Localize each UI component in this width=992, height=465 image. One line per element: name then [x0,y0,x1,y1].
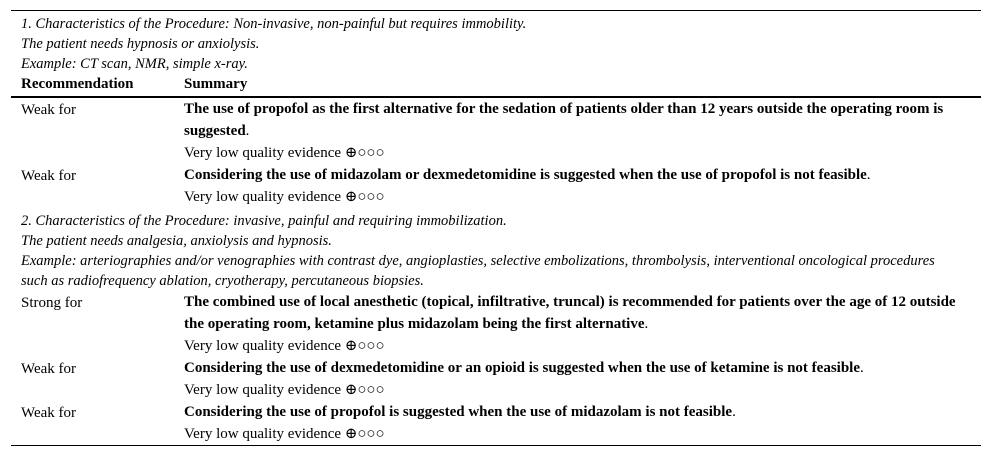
section-2-characteristics: 2. Characteristics of the Procedure: invasive, painful and requiring immobilization. [21,213,507,229]
table-row: Strong for The combined use of local anesthetic (topical, infiltrative, truncal) is recommended for patients over the age of 12 outside the operating room, ketamine plus midazolam being the first alternative. Very low quality evidence ⊕○○○ [11,291,981,357]
section-1-characteristics: 1. Characteristics of the Procedure: Non-invasive, non-painful but requires immobility. [21,16,527,32]
evidence-quality: Very low quality evidence ⊕○○○ [184,338,385,354]
recommendation-strength: Weak for [21,102,77,118]
table-header [11,74,981,98]
table-row: Weak for Considering the use of propofol is suggested when the use of midazolam is not feasible. Very low quality evidence ⊕○○○ [11,401,981,445]
section-1-example: Example: CT scan, NMR, simple x-ray. [21,56,248,72]
recommendation-strength: Strong for [21,295,83,311]
table-row: Weak for Considering the use of dexmedetomidine or an opioid is suggested when the use of ketamine is not feasible. Very low quality evidence ⊕○○○ [11,357,981,401]
recommendation-text: The use of propofol as the first alternative for the sedation of patients older than 12 years outside the operating room is suggested [184,101,944,139]
recommendation-strength: Weak for [21,405,77,421]
section-2-description [11,208,981,291]
section-2-example: Example: arteriographies and/or venographies with contrast dye, angioplasties, selective embolizations, thrombolysis, interventional oncological procedures such as radiofrequency ablation, cryotherapy, percutaneous biopsies. [21,253,935,289]
header-summary: Summary [184,76,248,92]
evidence-quality: Very low quality evidence ⊕○○○ [184,145,385,161]
header-recommendation: Recommendation [21,76,134,92]
section-1-description [11,11,981,74]
recommendation-text: Considering the use of propofol is suggested when the use of midazolam is not feasible [184,404,733,420]
recommendation-strength: Weak for [21,168,77,184]
recommendation-text: Considering the use of midazolam or dexmedetomidine is suggested when the use of propofol is not feasible [184,167,867,183]
recommendation-strength: Weak for [21,361,77,377]
recommendations-table [11,10,981,446]
evidence-quality: Very low quality evidence ⊕○○○ [184,382,385,398]
section-2-needs: The patient needs analgesia, anxiolysis and hypnosis. [21,233,332,249]
table-row: Weak for Considering the use of midazolam or dexmedetomidine is suggested when the use of propofol is not feasible. Very low quality evidence ⊕○○○ [11,164,981,208]
section-1-needs: The patient needs hypnosis or anxiolysis. [21,36,260,52]
evidence-quality: Very low quality evidence ⊕○○○ [184,426,385,442]
evidence-quality: Very low quality evidence ⊕○○○ [184,189,385,205]
table-row: Weak for The use of propofol as the first alternative for the sedation of patients older than 12 years outside the operating room is suggested. Very low quality evidence ⊕○○○ [11,98,981,164]
recommendation-text: Considering the use of dexmedetomidine or an opioid is suggested when the use of ketamine is not feasible [184,360,860,376]
recommendation-text: The combined use of local anesthetic (topical, infiltrative, truncal) is recommended for patients over the age of 12 outside the operating room, ketamine plus midazolam being the first alternative [184,294,956,332]
